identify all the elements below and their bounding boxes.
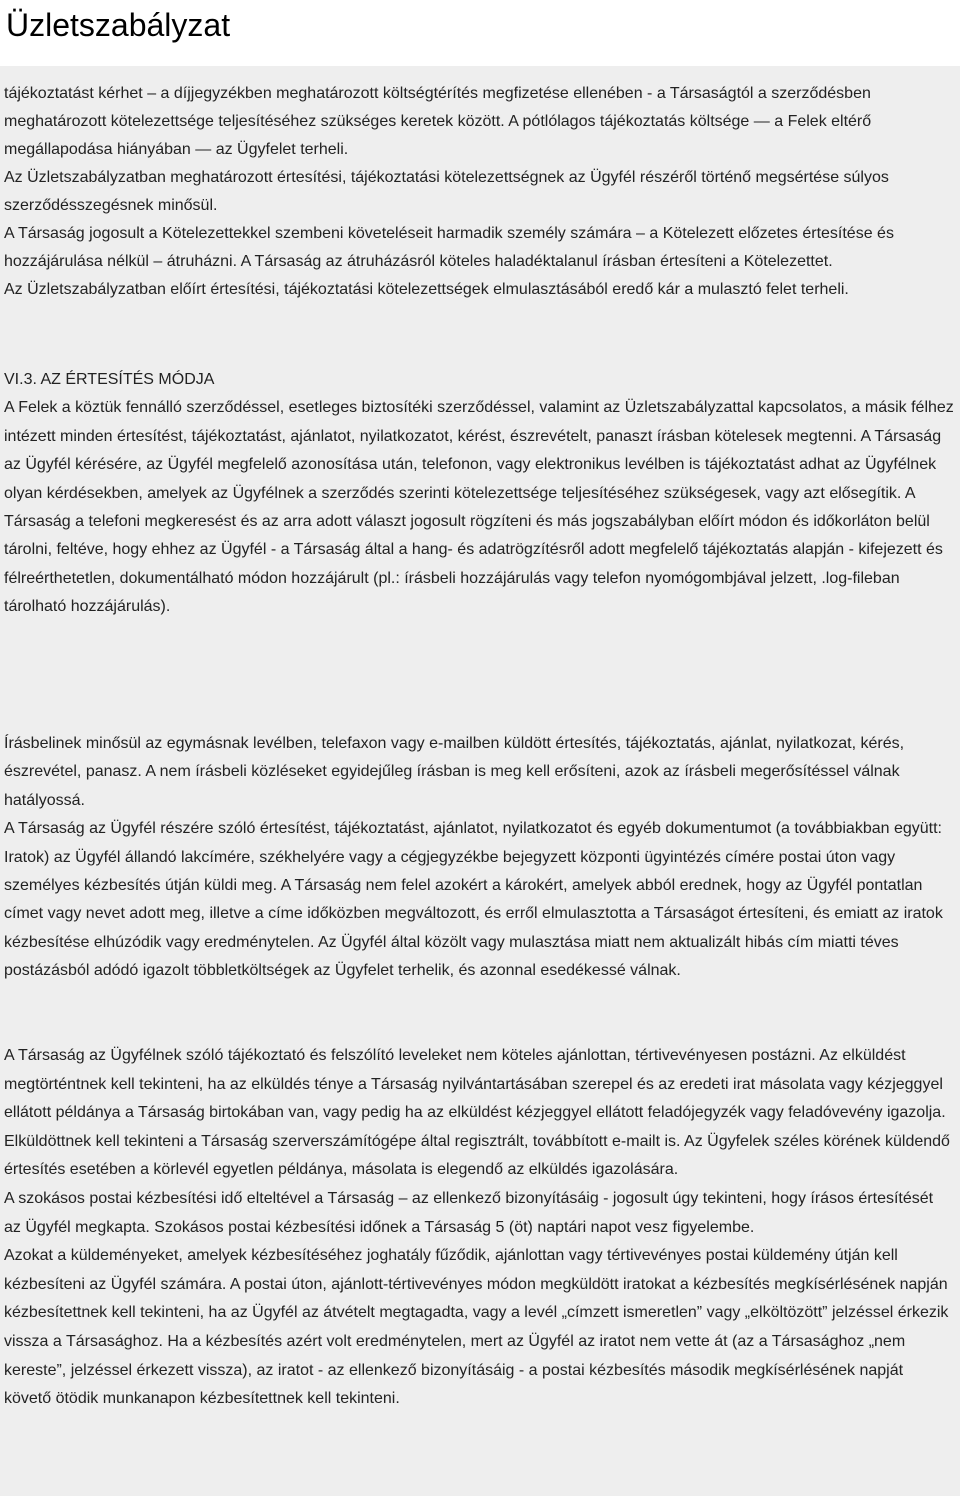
paragraph: tájékoztatást kérhet – a díjjegyzékben meghatározott költségtérítés megfizetése ellenében - a Társaságtól a szerződésben meghatározott kötelezettsége teljesítéséhez szükséges keretek között. A pótlólagos tájékoztatás költsége — a Felek eltérő megállapodása hiányában — az Ügyfelet terheli. [4,85,872,158]
paragraph: A Társaság az Ügyfélnek szóló tájékoztató és felszólító leveleket nem köteles ajánlottan, tértivevényesen postázni. Az elküldést megtörténtnek kell tekinteni, ha az elküldés ténye a Társaság nyilvántartásában szerepel és az eredeti irat másolata vagy kézjeggyel ellátott példánya a Társaság birtokában van, vagy pedig ha az elküldést kézjeggyel ellátott feladójegyzék vagy feladóvevény igazolja. Elküldöttnek kell tekinteni a Társaság szerverszámítógépe által regisztrált, továbbított e-mailt is. Az Ügyfelek széles körének küldendő értesítés esetében a körlevél egyetlen példánya, másolata is elegendő az elküldés igazolására. [4,1047,950,1179]
section-delivery [4,1042,954,1414]
paragraph: A Társaság jogosult a Kötelezettekkel szembeni követeléseit harmadik személy számára – a Kötelezett előzetes értesítése és hozzájárulása nélkül – átruházni. A Társaság az átruházásról köteles haladéktalanul írásban értesíteni a Kötelezettet. [4,225,894,270]
paragraph: Az Üzletszabályzatban előírt értesítési, tájékoztatási kötelezettségek elmulasztásából eredő kár a mulasztó felet terheli. [4,281,849,298]
section-obligations [4,80,954,304]
page-title: Üzletszabályzat [0,0,960,66]
paragraph: A szokásos postai kézbesítési idő elteltével a Társaság – az ellenkező bizonyításáig - jogosult úgy tekinteni, hogy írásos értesítését az Ügyfél megkapta. Szokásos postai kézbesítési időnek a Társaság 5 (öt) naptári napot vesz figyelembe. [4,1189,934,1236]
section-notification-method [4,366,954,622]
paragraph: Azokat a küldeményeket, amelyek kézbesítéséhez joghatály fűződik, ajánlottan vagy tértivevényes postai küldemény útján kell kézbesíteni az Ügyfél számára. A postai úton, ajánlott-tértivevényes módon megküldött iratokat a kézbesítés megkísérlésének napján kézbesítettnek kell tekinteni, ha az Ügyfél az átvételt megtagadta, vagy a levél „címzett ismeretlen” vagy „elköltözött” jelzéssel érkezik vissza a Társasághoz. Ha a kézbesítés azért volt eredménytelen, mert az Ügyfél az iratot nem vette át (az a Társasághoz „nem kereste”, jelzéssel érkezett vissza), az iratot - az ellenkező bizonyításáig - a postai kézbesítés második megkísérlésének napját követő ötödik munkanapon kézbesítettnek kell tekinteni. [4,1247,949,1408]
document-body [0,66,960,1496]
paragraph: Az Üzletszabályzatban meghatározott értesítési, tájékoztatási kötelezettségnek az Ügyfél részéről történő megsértése súlyos szerződésszegésnek minősül. [4,169,889,214]
section-heading: VI.3. AZ ÉRTESÍTÉS MÓDJA [4,371,215,388]
paragraph: Írásbelinek minősül az egymásnak levélben, telefaxon vagy e-mailben küldött értesítés, tájékoztatás, ajánlat, nyilatkozat, kérés, észrevétel, panasz. A nem írásbeli közléseket egyidejűleg írásban is meg kell erősíteni, azok az írásbeli megerősítéssel válnak hatályossá. [4,735,905,809]
paragraph: A Társaság az Ügyfél részére szóló értesítést, tájékoztatást, ajánlatot, nyilatkozatot és egyéb dokumentumot (a továbbiakban együtt: Iratok) az Ügyfél állandó lakcímére, székhelyére vagy a cégjegyzékbe bejegyzett központi ügyintézés címére postai úton vagy személyes kézbesítés útján küldi meg. A Társaság nem felel azokért a károkért, amelyek abból erednek, hogy az Ügyfél pontatlan címet vagy nevet adott meg, illetve a címe időközben megváltozott, és erről elmulasztotta a Társaságot értesíteni, és emiatt az iratok kézbesítése elhúzódik vagy eredménytelen. Az Ügyfél által közölt vagy mulasztása miatt nem aktualizált hibás cím miatti téves postázásból adódó igazolt többletköltségek az Ügyfelet terhelik, és azonnal esedékessé válnak. [4,820,943,980]
section-written-communication [4,730,954,986]
paragraph: A Felek a köztük fennálló szerződéssel, esetleges biztosítéki szerződéssel, valamint az Üzletszabályzattal kapcsolatos, a másik félhez intézett minden értesítést, tájékoztatást, ajánlatot, nyilatkozatot, kérést, észrevételt, panaszt írásban kötelesek megtenni. A Társaság az Ügyfél kérésére, az Ügyfél megfelelő azonosítása után, telefonon, vagy elektronikus levélben is tájékoztatást adhat az Ügyfélnek olyan kérdésekben, amelyek az Ügyfélnek a szerződés szerinti kötelezettsége teljesítéséhez szükségesek, vagy azt elősegítik. A Társaság a telefoni megkeresést és az arra adott választ jogosult rögzíteni és más jogszabályban előírt módon és időkorláton belül tárolni, feltéve, hogy ehhez az Ügyfél - a Társaság által a hang- és adatrögzítésről adott megfelelő tájékoztatás alapján - kifejezett és félreérthetetlen, dokumentálható módon hozzájárult (pl.: írásbeli hozzájárulás vagy telefon nyomógombjával jelzett, .log-fileban tárolható hozzájárulás). [4,399,954,616]
